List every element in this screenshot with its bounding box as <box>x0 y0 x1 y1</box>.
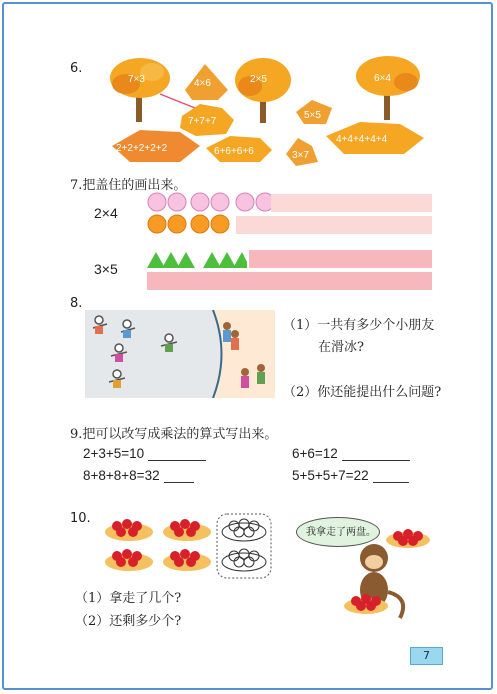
q7-cover-band-4 <box>147 272 432 290</box>
tree-label-2: 4×6 <box>194 78 211 89</box>
tree-label-5: 6×4 <box>374 73 391 84</box>
q9-answer-blank-1[interactable] <box>148 460 206 461</box>
q9-equation-4 <box>292 468 409 483</box>
tree-2x5 <box>235 58 291 123</box>
apple-plate <box>105 519 153 541</box>
q7-cover-band-3 <box>249 250 432 268</box>
tree-label-3: 2×5 <box>250 74 267 85</box>
q9-prompt: 把可以改写成乘法的算式写出来。 <box>82 427 278 442</box>
leaf-label-2: 2+2+2+2+2 <box>116 143 168 154</box>
q9-equation-3 <box>83 468 194 483</box>
q8-sub1-line1: （1）一共有多少个小朋友 <box>283 318 435 333</box>
leaf-2plus2 <box>112 130 200 162</box>
q9-equation-1 <box>83 446 206 461</box>
leaf-4plus4 <box>326 122 424 154</box>
q8-sub1-line2: 在滑冰? <box>318 340 364 355</box>
q9-eq2-text: 6+6=12 <box>292 446 338 461</box>
q8-skating-image <box>85 310 275 398</box>
q9-number: 9. <box>70 427 83 442</box>
q6-trees-and-leaves <box>100 50 440 172</box>
page-number: 7 <box>410 647 443 665</box>
apple-plate <box>163 549 211 571</box>
q7-cover-band-2 <box>236 216 432 234</box>
leaf-label-3: 6+6+6+6 <box>214 146 254 157</box>
leaf-3x7 <box>286 138 318 166</box>
q10-sub2: （2）还剩多少个? <box>75 614 182 629</box>
q9-eq3-text: 8+8+8+8=32 <box>83 468 160 483</box>
q9-answer-blank-3[interactable] <box>164 482 194 483</box>
q9-heading <box>70 423 277 442</box>
q7-triangles <box>147 250 247 270</box>
q7-expr-3x5: 3×5 <box>94 261 118 277</box>
leaf-7plus7plus7 <box>180 104 234 136</box>
leaf-label-1: 7+7+7 <box>188 116 217 127</box>
q8-number: 8. <box>70 296 83 311</box>
tree-6x4 <box>356 56 420 120</box>
q9-equation-2 <box>292 446 410 461</box>
q10-apple-plates <box>103 512 273 580</box>
q7-expr-2x4: 2×4 <box>94 205 118 221</box>
speech-text: 我拿走了两盘。 <box>306 527 376 538</box>
q7-number: 7. <box>70 178 83 193</box>
leaf-6plus6 <box>206 136 272 162</box>
q9-answer-blank-2[interactable] <box>342 460 410 461</box>
q7-prompt: 把盖住的画出来。 <box>82 178 187 193</box>
q8-sub2: （2）你还能提出什么问题? <box>283 385 442 400</box>
q7-heading <box>70 174 186 193</box>
q10-number: 10. <box>70 511 91 526</box>
apple-plate <box>163 519 211 541</box>
q9-eq1-text: 2+3+5=10 <box>83 446 145 461</box>
monkey-illustration <box>330 528 440 623</box>
tree-label-4: 5×5 <box>304 110 321 121</box>
q9-answer-blank-4[interactable] <box>373 482 409 483</box>
tree-label-1: 7×3 <box>128 74 145 85</box>
tree-4x6 <box>185 64 228 100</box>
q10-sub1: （1）拿走了几个? <box>75 591 182 606</box>
leaf-label-4: 3×7 <box>292 150 309 161</box>
leaf-label-5: 4+4+4+4+4 <box>336 134 388 145</box>
q7-cover-band-1 <box>271 194 432 212</box>
apple-plate <box>105 549 153 571</box>
q9-eq4-text: 5+5+5+7=22 <box>292 468 369 483</box>
tree-5x5 <box>296 100 332 124</box>
tree-7x3 <box>110 58 170 122</box>
q6-number: 6. <box>70 61 83 76</box>
